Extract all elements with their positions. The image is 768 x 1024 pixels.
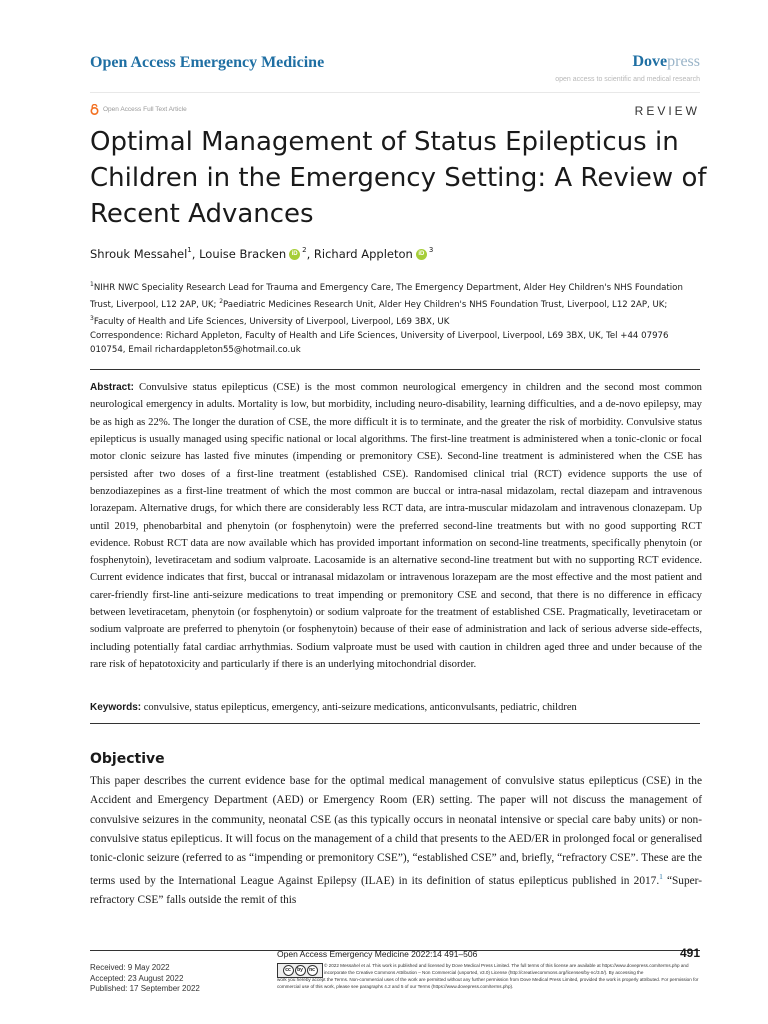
author-affil-sup: 1 xyxy=(187,246,192,254)
abstract-label: Abstract: xyxy=(90,382,134,393)
article-title: Optimal Management of Status Epilepticus in Children in the Emergency Setting: A Review of Recent Advances xyxy=(90,127,707,229)
publisher-tagline: open access to scientific and medical research xyxy=(555,76,700,83)
open-access-text: Open Access Full Text Article xyxy=(103,106,187,113)
objective-body xyxy=(90,772,702,911)
objective-text-tail: “Super-refractory CSE” falls outside the remit of this xyxy=(90,875,702,907)
affil-text: NIHR NWC Speciality Research Lead for Trauma and Emergency Care, The Emergency Department, Alder Hey Children's NHS Foundation Trust, Liverpool, L12 2AP, UK; xyxy=(90,282,683,310)
reference-link[interactable]: 1 xyxy=(659,873,663,882)
open-access-label xyxy=(90,104,187,115)
header-divider xyxy=(90,92,700,93)
publisher-logo xyxy=(632,53,700,71)
affil-sup: 1 xyxy=(90,281,94,288)
keywords xyxy=(90,700,702,715)
affil-text: Faculty of Health and Life Sciences, University of Liverpool, Liverpool, L69 3BX, UK xyxy=(93,316,450,327)
page-number: 491 xyxy=(679,946,700,960)
affil-sup: 3 xyxy=(90,314,94,322)
journal-name: Open Access Emergency Medicine xyxy=(90,54,325,71)
keywords-label: Keywords: xyxy=(90,702,142,713)
received-date: Received: 9 May 2022 xyxy=(90,963,170,972)
author-name: Shrouk Messahel xyxy=(90,247,188,261)
by-icon: by xyxy=(295,965,306,976)
author-name: Richard Appleton xyxy=(313,247,413,261)
keywords-text: convulsive, status epilepticus, emergency, anti-seizure medications, anticonvulsants, pediatric, children xyxy=(143,702,577,713)
objective-text: This paper describes the current evidence base for the optimal medical management of convulsive status epilepticus (CSE) in the Accident and Emergency Department (AED) or Emergency Room (ER) setting. The paper will not discuss the management of convulsive seizures in the community, neonatal CSE (as this typically occurs in neonatal intensive or special care baby units) or non-convulsive status epilepticus. It will focus on the management of a child that presents to the AED/ER in prolonged focal or generalised tonic-clonic seizure (referred to as “impending or premonitory CSE”), “established CSE” and, briefly, “refractory CSE”. These are the terms used by the International League Against Epilepsy (ILAE) in its definition of status epilepticus published in 2017. xyxy=(90,775,702,888)
footer-citation: Open Access Emergency Medicine 2022:14 491–506 xyxy=(277,949,478,959)
cc-icon: cc xyxy=(283,965,294,976)
nc-icon: nc xyxy=(307,965,318,976)
license-text: © 2022 Messahel et al. This work is published and licensed by Dove Medical Press Limited. The full terms of this license are available at https://www.dovepress.com/terms.php and incorporate the Creative Commons Attribution – Non Commercial (unported, v3.0) License (http://creativecommons.org/licenses/by-nc/3.0/). By accessing the xyxy=(324,963,689,975)
author-separator: , xyxy=(191,247,200,261)
orcid-icon[interactable]: iD xyxy=(416,249,427,260)
publisher-dove: Dove xyxy=(632,53,668,70)
article-type: REVIEW xyxy=(634,104,700,118)
abstract-text: Convulsive status epilepticus (CSE) is the most common neurological emergency in children and the second most common neurological emergency in adults. Mortality is low, but morbidity, including neuro-disability, learning difficulties, and a de-novo epilepsy, may be as high as 22%. The longer the duration of CSE, the more difficult it is to terminate, and the greater the risk of morbidity. Convulsive status epilepticus is usually managed using specific national or local algorithms. The first-line treatment is administered when a tonic-clonic or focal motor clonic seizure has lasted five minutes (impending or premonitory CSE). Second-line treatment is administered when the CSE has persisted after two doses of a first-line treatment (established CSE). Randomised clinical trial (RCT) evidence supports the use of benzodiazepines as a first-line treatment of which the most common are buccal or intra-nasal midazolam, rectal diazepam and intravenous lorazepam. Alternative drugs, for which there are considerably less RCT data, are intra-muscular midazolam and intravenous clonazepam. Up until 2019, phenobarbital and phenytoin (or fosphenytoin) were the preferred second-line treatments but with no good supporting RCT evidence. Robust RCT data are now available which has provided important information on second-line treatments, specifically phenytoin (or fosphenytoin), levetiracetam and sodium valproate. Lacosamide is an alternative second-line treatment but with no supporting RCT evidence. Current evidence indicates that first, buccal or intranasal midazolam or intravenous lorazepam are the most effective and the most patient and carer-friendly first-line anti-seizure medications to treat impending or premonitory CSE and second, that there is no difference in efficacy between levetiracetam, phenytoin (or fosphenytoin) or sodium valproate for the treatment of established CSE. Pragmatically, levetiracetam or sodium valproate are preferred to phenytoin (or fosphenytoin) because of their ease of administration and lack of serious adverse side-effects, including potentially fatal cardiac arrhythmias. Sodium valproate must be used with caution in children aged three and under because of the rare risk of hepatotoxicity and particularly if there is an underlying mitochondrial disorder. xyxy=(90,382,702,670)
author-affil-sup: 2 xyxy=(302,246,307,254)
accepted-date: Accepted: 23 August 2022 xyxy=(90,973,184,983)
publication-dates xyxy=(90,963,200,995)
publisher-press: press xyxy=(667,53,700,70)
open-access-icon xyxy=(90,104,99,115)
correspondence: Correspondence: Richard Appleton, Faculty of Health and Life Sciences, University of Liverpool, Liverpool, L69 3BX, UK, Tel +44 07976 010754, Email richardappleton55@hotmail.co.uk xyxy=(90,331,669,355)
author-name: Louise Bracken xyxy=(199,247,287,261)
abstract xyxy=(90,379,702,673)
orcid-icon[interactable]: iD xyxy=(289,249,300,260)
affiliations xyxy=(90,278,702,329)
objective-heading: Objective xyxy=(90,751,165,767)
author-separator: , xyxy=(306,247,314,261)
license-text-continued: work you hereby accept the Terms. Non-commercial uses of the work are permitted without any further permission from Dove Medical Press Limited, provided the work is properly attributed. For permission for commercial use of this work, please see paragraphs 4.2 and 5 of our Terms (https://www.dovepress.com/terms.php). xyxy=(277,977,699,989)
affil-sup: 2 xyxy=(219,297,224,305)
affil-text: Paediatric Medicines Research Unit, Alder Hey Children's NHS Foundation Trust, Liverpool, L12 2AP, UK; xyxy=(223,299,668,310)
abstract-bottom-rule xyxy=(90,723,700,724)
author-affil-sup: 3 xyxy=(428,246,434,254)
author-list xyxy=(90,247,433,261)
published-date: Published: 17 September 2022 xyxy=(90,984,200,993)
abstract-top-rule xyxy=(90,369,700,370)
